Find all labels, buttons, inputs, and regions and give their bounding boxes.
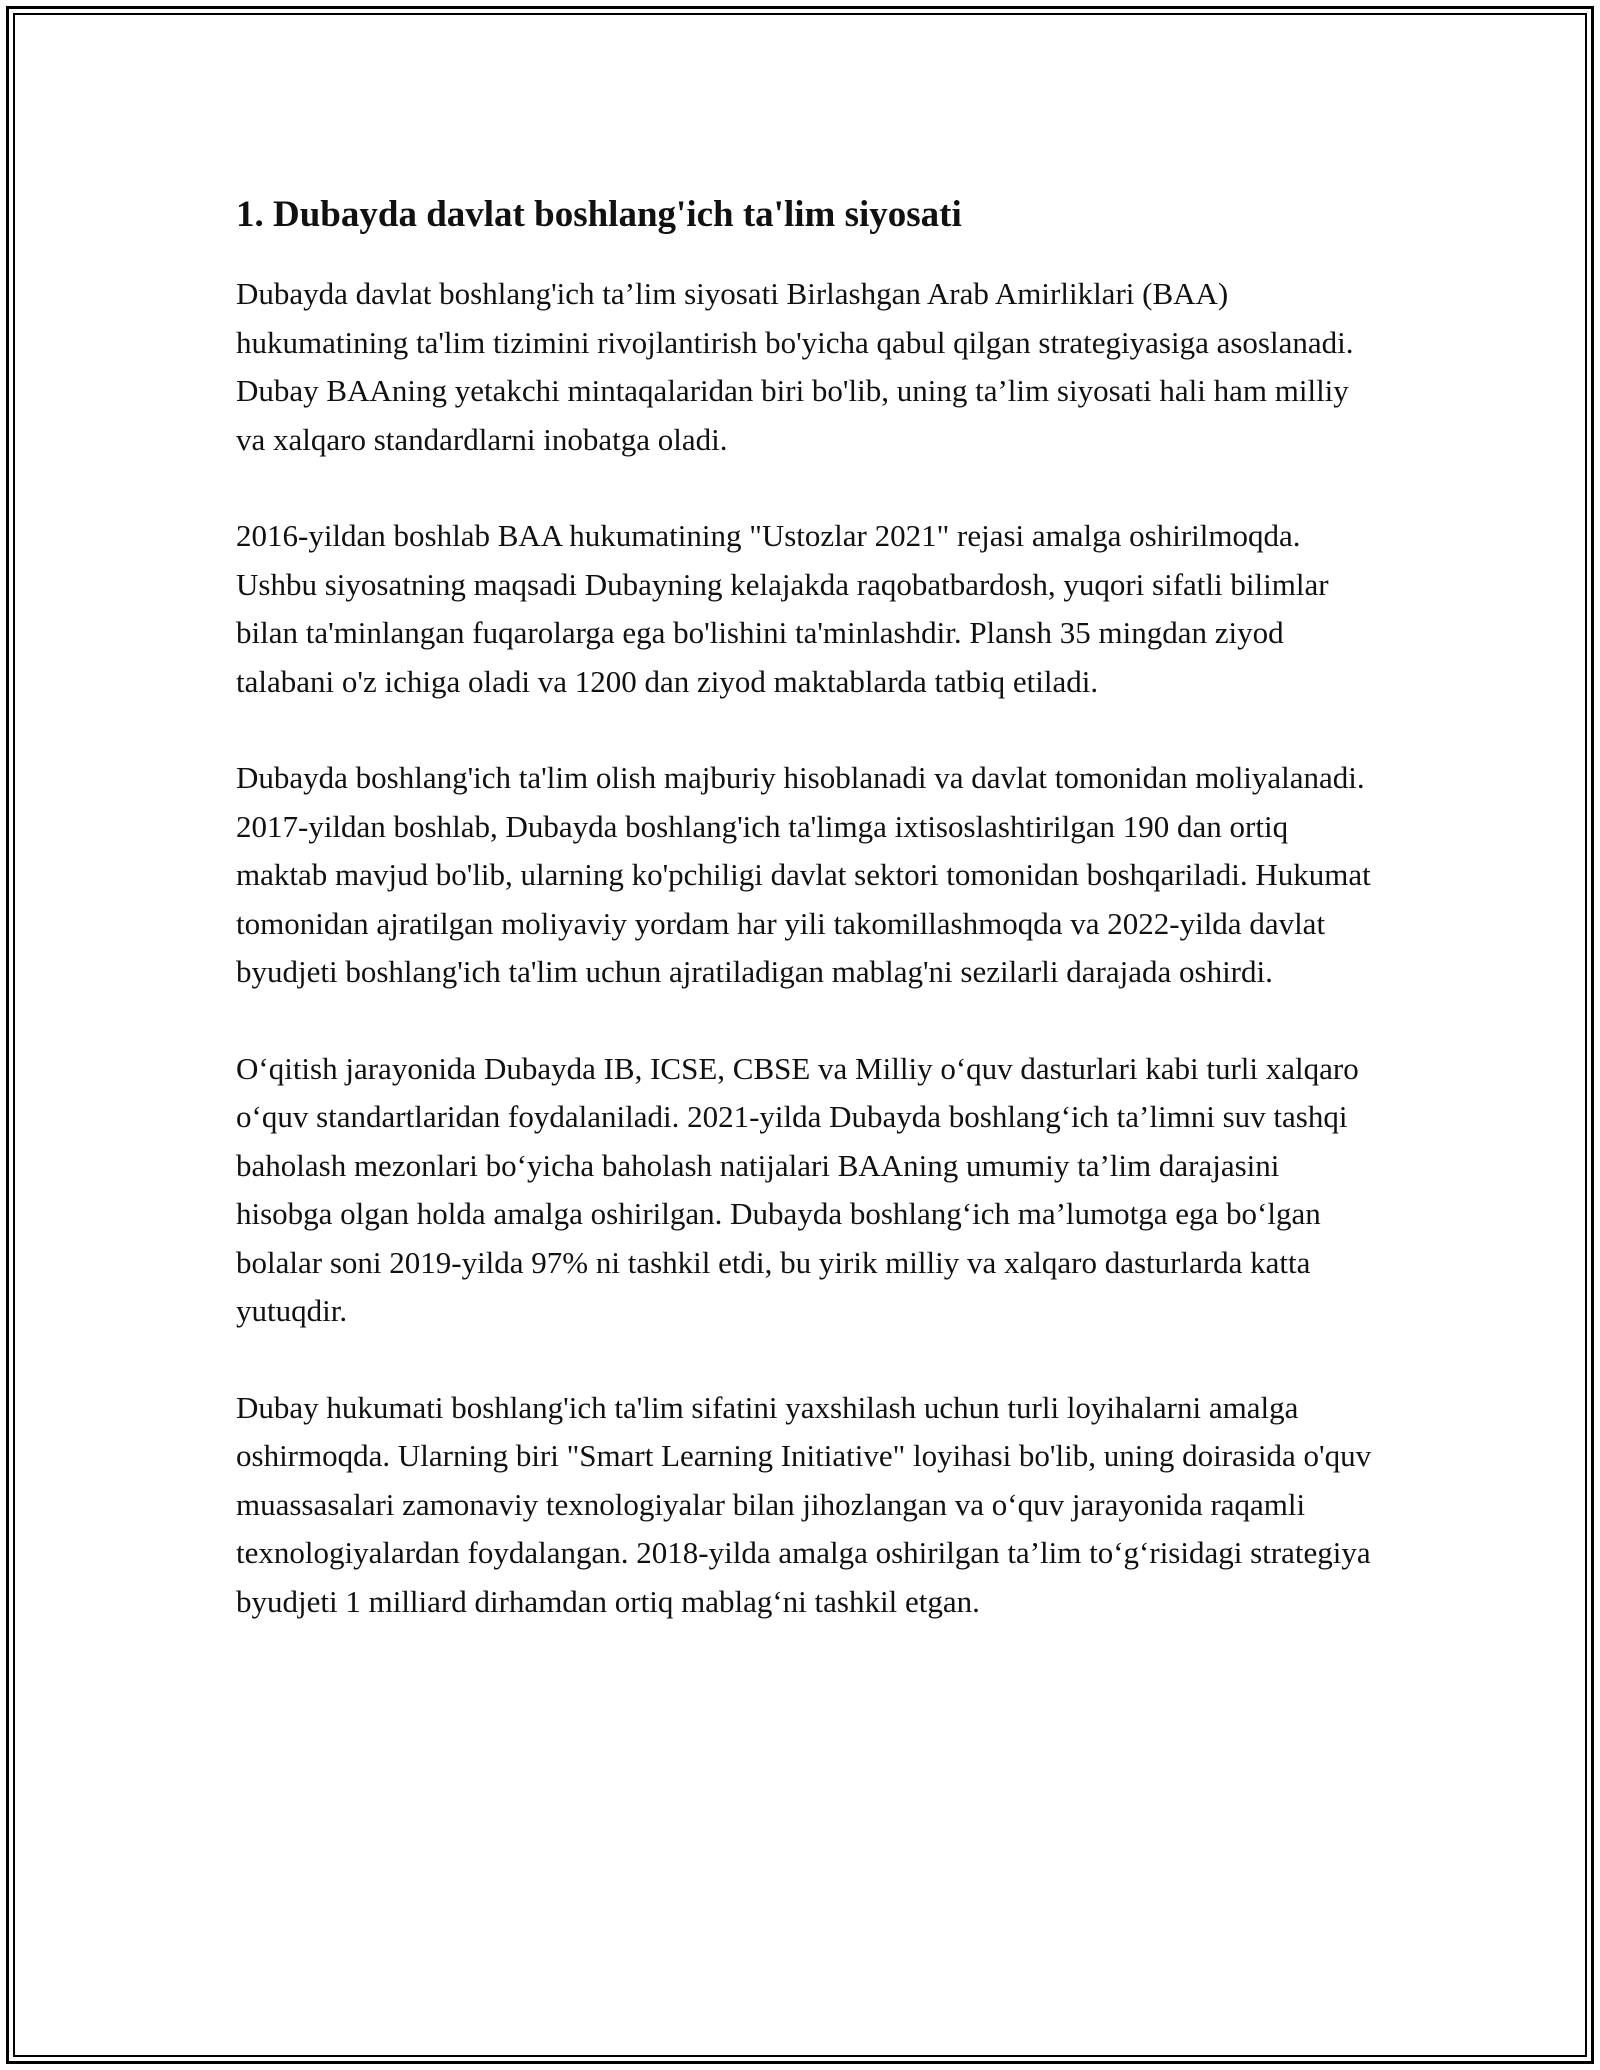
paragraph-2: 2016-yildan boshlab BAA hukumatining "Ustozlar 2021" rejasi amalga oshirilmoqda. Ushbu siyosatning maqsadi Dubayning kelajakda raqobatbardosh, yuqori sifatli bilimlar bilan ta'minlangan fuqarolarga ega bo'lishini ta'minlashdir. Plansh 35 mingdan ziyod talabani o'z ichiga oladi va 1200 dan ziyod maktablarda tatbiq etiladi.	[236, 518, 1329, 699]
paragraph-5: Dubay hukumati boshlang'ich ta'lim sifatini yaxshilash uchun turli loyihalarni amalga oshirmoqda. Ularning biri "Smart Learning Initiative" loyihasi bo'lib, uning doirasida o'quv muassasalari zamonaviy texnologiyalar bilan jihozlangan va o‘quv jarayonida raqamli texnologiyalardan foydalangan. 2018-yilda amalga oshirilgan ta’lim to‘g‘risidagi strategiya byudjeti 1 milliard dirhamdan ortiq mablag‘ni tashkil etgan.	[236, 1389, 1372, 1619]
paragraph-1: Dubayda davlat boshlang'ich ta’lim siyosati Birlashgan Arab Amirliklari (BAA) hukumatining ta'lim tizimini rivojlantirish bo'yicha qabul qilgan strategiyasiga asoslanadi. Dubay BAAning yetakchi mintaqalaridan biri bo'lib, uning ta’lim siyosati hali ham milliy va xalqaro standardlarni inobatga oladi.	[236, 276, 1354, 457]
document-body	[236, 186, 1376, 1674]
paragraph-3: Dubayda boshlang'ich ta'lim olish majburiy hisoblanadi va davlat tomonidan moliyalanadi. 2017-yildan boshlab, Dubayda boshlang'ich ta'limga ixtisoslashtirilgan 190 dan ortiq maktab mavjud bo'lib, ularning ko'pchiligi davlat sektori tomonidan boshqariladi. Hukumat tomonidan ajratilgan moliyaviy yordam har yili takomillashmoqda va 2022-yilda davlat byudjeti boshlang'ich ta'lim uchun ajratiladigan mablag'ni sezilarli darajada oshirdi.	[236, 760, 1371, 989]
paragraph-4: O‘qitish jarayonida Dubayda IB, ICSE, CBSE va Milliy o‘quv dasturlari kabi turli xalqaro o‘quv standartlaridan foydalaniladi. 2021-yilda Dubayda boshlang‘ich ta’limni suv tashqi baholash mezonlari bo‘yicha baholash natijalari BAAning umumiy ta’lim darajasini hisobga olgan holda amalga oshirilgan. Dubayda boshlang‘ich ma’lumotga ega bo‘lgan bolalar soni 2019-yilda 97% ni tashkil etdi, bu yirik milliy va xalqaro dasturlarda katta yutuqdir.	[236, 1050, 1359, 1328]
section-heading: 1. Dubayda davlat boshlang'ich ta'lim siyosati	[236, 194, 962, 235]
